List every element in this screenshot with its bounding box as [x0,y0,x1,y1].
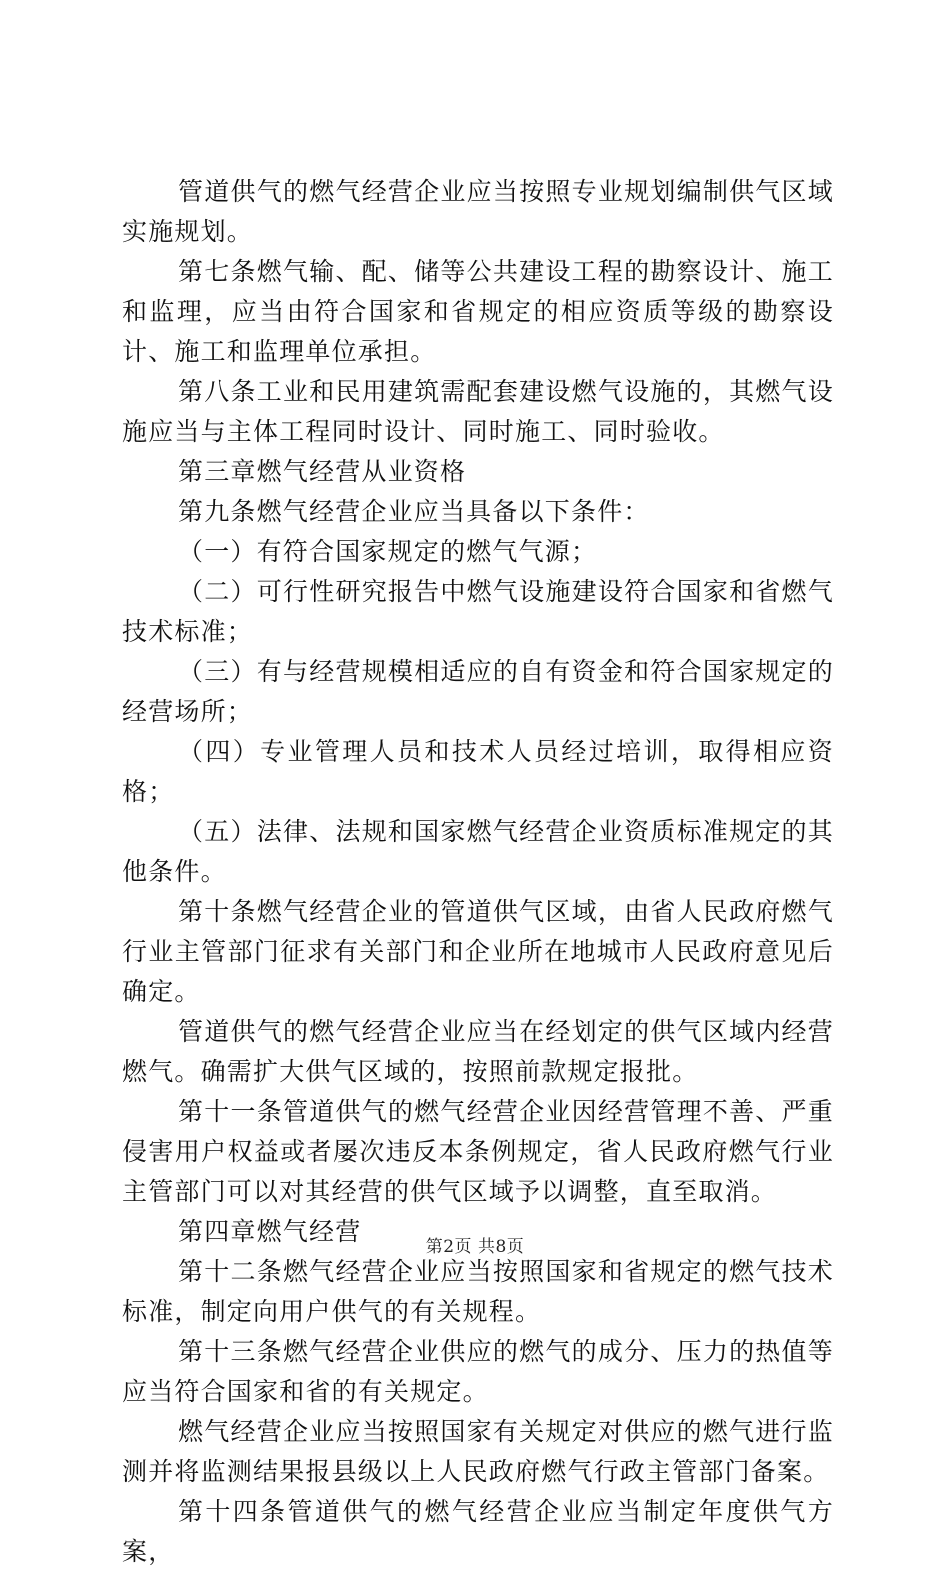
paragraph-16: 第十三条燃气经营企业供应的燃气的成分、压力的热值等应当符合国家和省的有关规定。 [122,1337,834,1406]
document-body [122,172,834,1572]
list-item-1: （一）有符合国家规定的燃气气源； [178,537,598,566]
paragraph-11: 第十条燃气经营企业的管道供气区域，由省人民政府燃气行业主管部门征求有关部门和企业所在地城市人民政府意见后确定。 [122,897,834,1006]
list-item-4: （四）专业管理人员和技术人员经过培训，取得相应资格； [122,737,834,806]
paragraph-13: 第十一条管道供气的燃气经营企业因经营管理不善、严重侵害用户权益或者屡次违反本条例规定，省人民政府燃气行业主管部门可以对其经营的供气区域予以调整，直至取消。 [122,1097,834,1206]
paragraph-15: 第十二条燃气经营企业应当按照国家和省规定的燃气技术标准，制定向用户供气的有关规程。 [122,1257,834,1326]
list-item-2: （二）可行性研究报告中燃气设施建设符合国家和省燃气技术标准； [122,577,834,646]
list-item-5: （五）法律、法规和国家燃气经营企业资质标准规定的其他条件。 [122,817,834,886]
paragraph-2: 第七条燃气输、配、储等公共建设工程的勘察设计、施工和监理，应当由符合国家和省规定的相应资质等级的勘察设计、施工和监理单位承担。 [122,257,834,366]
paragraph-1: 管道供气的燃气经营企业应当按照专业规划编制供气区域实施规划。 [122,177,834,246]
paragraph-12: 管道供气的燃气经营企业应当在经划定的供气区域内经营燃气。确需扩大供气区域的，按照前款规定报批。 [122,1017,834,1086]
paragraph-5: 第九条燃气经营企业应当具备以下条件： [178,497,650,526]
paragraph-3: 第八条工业和民用建筑需配套建设燃气设施的，其燃气设施应当与主体工程同时设计、同时施工、同时验收。 [122,377,834,446]
list-item-3: （三）有与经营规模相适应的自有资金和符合国家规定的经营场所； [122,657,834,726]
paragraph-17: 燃气经营企业应当按照国家有关规定对供应的燃气进行监测并将监测结果报县级以上人民政府燃气行政主管部门备案。 [122,1417,834,1486]
paragraph-18: 第十四条管道供气的燃气经营企业应当制定年度供气方案， [122,1497,834,1566]
chapter-heading-4: 第四章燃气经营 [178,1217,362,1246]
chapter-heading-3: 第三章燃气经营从业资格 [178,457,467,486]
page-number-footer: 第2页 共8页 [425,1237,525,1257]
